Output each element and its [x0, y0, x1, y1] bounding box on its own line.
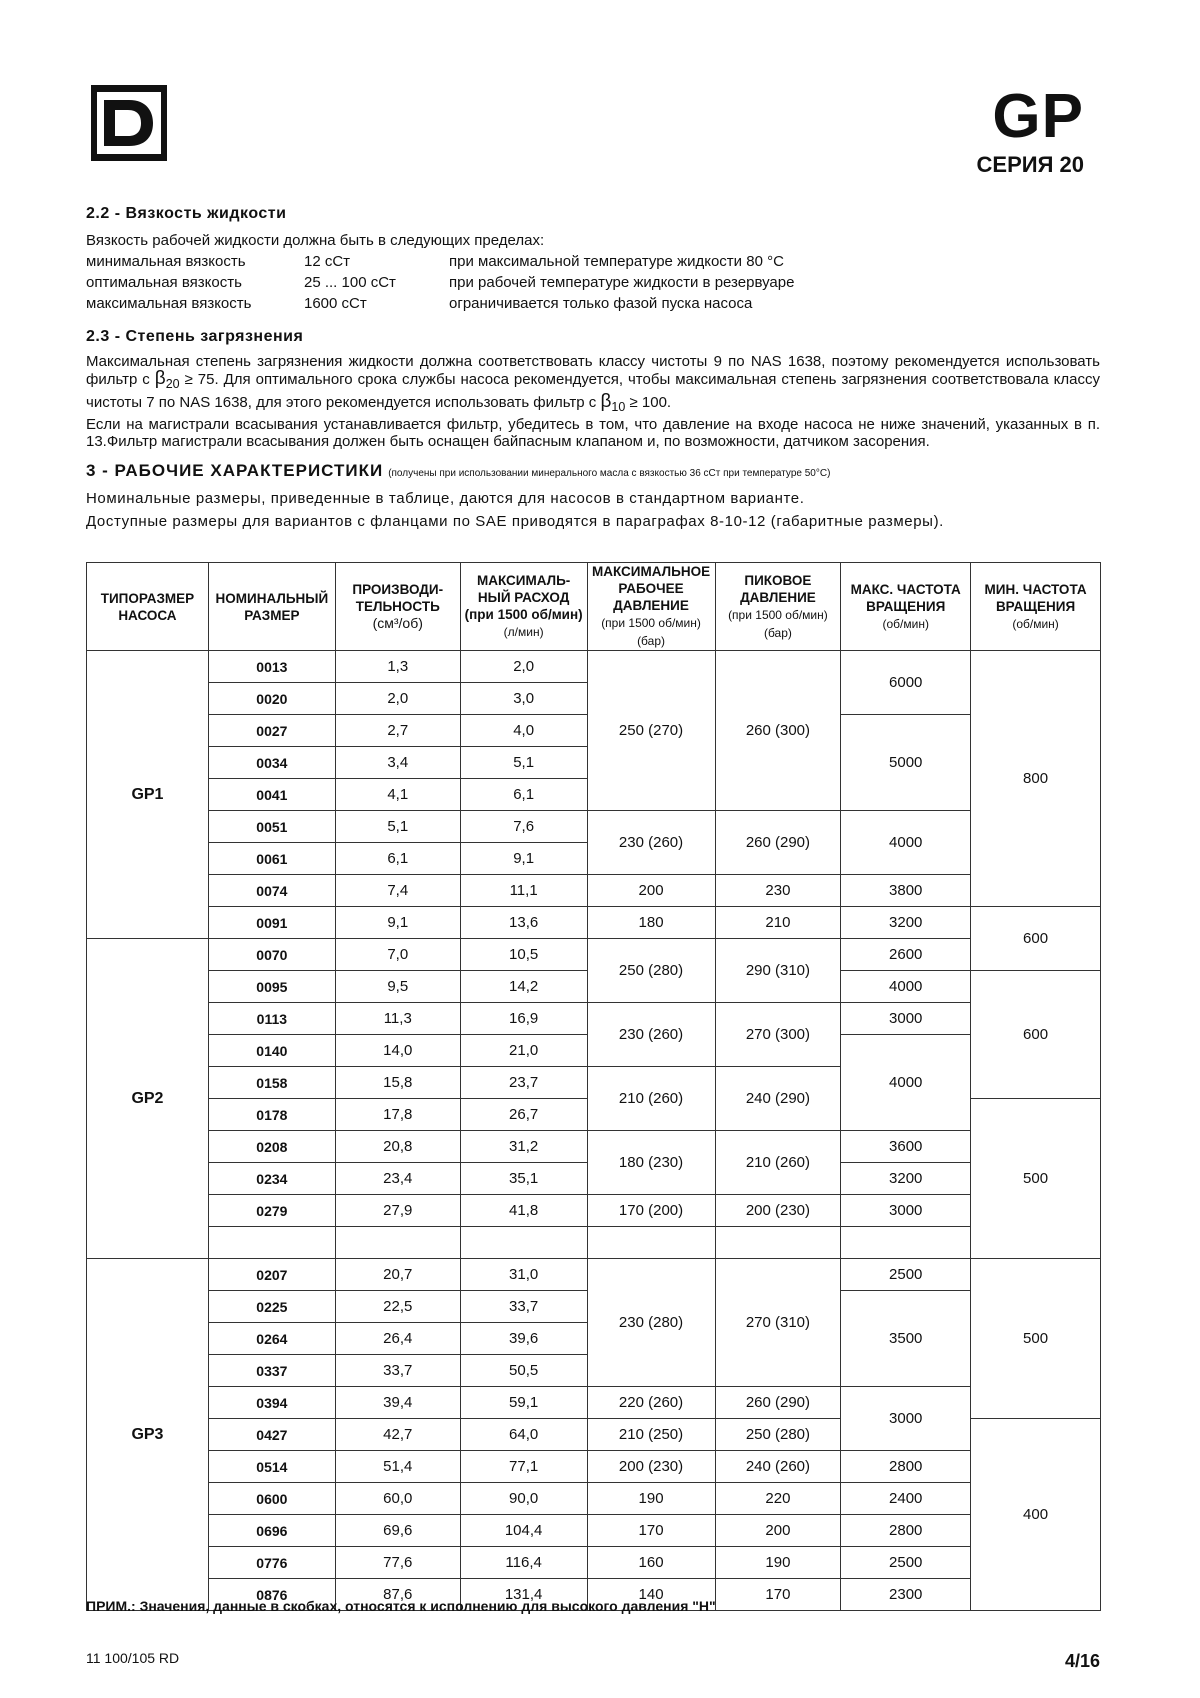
max-speed-cell: 3000 — [841, 1003, 971, 1035]
table-row — [87, 1451, 1101, 1483]
header-text: ПИКОВОЕ ДАВЛЕНИЕ — [740, 572, 816, 605]
nominal-size-cell: 0027 — [208, 715, 335, 747]
header-max-speed — [841, 563, 971, 651]
peak-pressure-cell — [715, 1227, 841, 1259]
header-text: МИН. ЧАСТОТА ВРАЩЕНИЯ — [984, 581, 1087, 614]
flow-cell: 11,1 — [460, 875, 587, 907]
section3-note: (получены при использовании минерального масла с вязкостью 36 сСт при температуре 50°С) — [388, 468, 831, 479]
displacement-cell: 7,4 — [335, 875, 460, 907]
displacement-cell: 42,7 — [335, 1419, 460, 1451]
viscosity-label: оптимальная вязкость — [86, 274, 242, 291]
peak-pressure-cell: 210 (260) — [715, 1131, 841, 1195]
table-row — [87, 1259, 1101, 1291]
min-speed-cell: 800 — [971, 651, 1101, 907]
flow-cell: 116,4 — [460, 1547, 587, 1579]
flow-cell: 59,1 — [460, 1387, 587, 1419]
nominal-size-cell: 0234 — [208, 1163, 335, 1195]
table-row — [87, 1227, 1101, 1259]
viscosity-note: при максимальной температуре жидкости 80 °С — [449, 253, 784, 270]
flow-cell: 3,0 — [460, 683, 587, 715]
work-pressure-cell: 250 (270) — [587, 651, 715, 811]
peak-pressure-cell: 260 (290) — [715, 811, 841, 875]
flow-cell: 41,8 — [460, 1195, 587, 1227]
work-pressure-cell: 220 (260) — [587, 1387, 715, 1419]
work-pressure-cell: 200 — [587, 875, 715, 907]
nominal-size-cell: 0264 — [208, 1323, 335, 1355]
beta-symbol: β — [154, 368, 166, 389]
nominal-size-cell: 0095 — [208, 971, 335, 1003]
displacement-cell: 15,8 — [335, 1067, 460, 1099]
displacement-cell: 9,5 — [335, 971, 460, 1003]
nominal-size-cell: 0113 — [208, 1003, 335, 1035]
header-type: ТИПОРАЗМЕР НАСОСА — [87, 563, 209, 651]
nominal-size-cell: 0600 — [208, 1483, 335, 1515]
beta-subscript: 20 — [165, 377, 180, 391]
flow-cell: 10,5 — [460, 939, 587, 971]
flow-cell: 9,1 — [460, 843, 587, 875]
nominal-size-cell: 0091 — [208, 907, 335, 939]
displacement-cell: 87,6 — [335, 1579, 460, 1611]
viscosity-value: 12 сСт — [304, 253, 351, 270]
max-speed-cell: 4000 — [841, 971, 971, 1003]
table-row — [87, 907, 1101, 939]
displacement-cell: 51,4 — [335, 1451, 460, 1483]
flow-cell: 16,9 — [460, 1003, 587, 1035]
displacement-cell: 33,7 — [335, 1355, 460, 1387]
flow-cell: 31,0 — [460, 1259, 587, 1291]
peak-pressure-cell: 260 (290) — [715, 1387, 841, 1419]
displacement-cell: 26,4 — [335, 1323, 460, 1355]
table-row — [87, 811, 1101, 843]
nominal-size-cell: 0337 — [208, 1355, 335, 1387]
header-text: МАКСИМАЛЬ-НЫЙ РАСХОД — [476, 573, 571, 605]
max-speed-cell: 3600 — [841, 1131, 971, 1163]
table-row — [87, 1131, 1101, 1163]
viscosity-note: ограничивается только фазой пуска насоса — [449, 295, 753, 312]
header-sub: (при 1500 об/мин) — [464, 607, 583, 622]
work-pressure-cell: 210 (250) — [587, 1419, 715, 1451]
peak-pressure-cell: 200 — [715, 1515, 841, 1547]
viscosity-label: минимальная вязкость — [86, 253, 246, 270]
nominal-size-cell: 0041 — [208, 779, 335, 811]
nominal-size-cell: 0013 — [208, 651, 335, 683]
nominal-size-cell: 0776 — [208, 1547, 335, 1579]
max-speed-cell: 4000 — [841, 1035, 971, 1131]
flow-cell: 4,0 — [460, 715, 587, 747]
flow-cell: 33,7 — [460, 1291, 587, 1323]
displacement-cell: 69,6 — [335, 1515, 460, 1547]
flow-cell — [460, 1227, 587, 1259]
table-row — [87, 939, 1101, 971]
displacement-cell: 17,8 — [335, 1099, 460, 1131]
flow-cell: 23,7 — [460, 1067, 587, 1099]
displacement-cell: 39,4 — [335, 1387, 460, 1419]
nominal-size-cell: 0696 — [208, 1515, 335, 1547]
flow-cell: 131,4 — [460, 1579, 587, 1611]
displacement-cell: 2,7 — [335, 715, 460, 747]
beta-symbol: β — [600, 391, 612, 412]
displacement-cell: 22,5 — [335, 1291, 460, 1323]
nominal-size-cell: 0070 — [208, 939, 335, 971]
peak-pressure-cell: 250 (280) — [715, 1419, 841, 1451]
max-speed-cell: 2500 — [841, 1259, 971, 1291]
nominal-size-cell: 0208 — [208, 1131, 335, 1163]
flow-cell: 7,6 — [460, 811, 587, 843]
peak-pressure-cell: 260 (300) — [715, 651, 841, 811]
peak-pressure-cell: 270 (300) — [715, 1003, 841, 1067]
flow-cell: 50,5 — [460, 1355, 587, 1387]
max-speed-cell: 2800 — [841, 1515, 971, 1547]
displacement-cell: 1,3 — [335, 651, 460, 683]
peak-pressure-cell: 190 — [715, 1547, 841, 1579]
nominal-size-cell: 0225 — [208, 1291, 335, 1323]
text-content — [86, 203, 1100, 532]
contamination-paragraph-1 — [86, 353, 1100, 416]
nominal-size-cell: 0207 — [208, 1259, 335, 1291]
header-peak-pressure — [715, 563, 841, 651]
min-speed-cell: 500 — [971, 1099, 1101, 1259]
min-speed-cell: 400 — [971, 1419, 1101, 1611]
viscosity-note: при рабочей температуре жидкости в резервуаре — [449, 274, 795, 291]
displacement-cell — [335, 1227, 460, 1259]
max-speed-cell: 3200 — [841, 1163, 971, 1195]
peak-pressure-cell: 170 — [715, 1579, 841, 1611]
table-header-row — [87, 563, 1101, 651]
section3-line-2: Доступные размеры для вариантов с фланцами по SAE приводятся в параграфах 8-10-12 (габаритные размеры). — [86, 513, 944, 530]
displacement-cell: 6,1 — [335, 843, 460, 875]
text-span: Максимальная степень загрязнения жидкости должна соответствовать классу чистоты 9 по NAS 1638, поэтому рекомендуется использовать фильтр с — [86, 353, 1100, 388]
flow-cell: 39,6 — [460, 1323, 587, 1355]
pump-type-cell: GP3 — [87, 1259, 209, 1611]
table-row — [87, 1387, 1101, 1419]
table-row — [87, 651, 1101, 683]
max-speed-cell: 5000 — [841, 715, 971, 811]
max-speed-cell: 2400 — [841, 1483, 971, 1515]
max-speed-cell: 2600 — [841, 939, 971, 971]
max-speed-cell — [841, 1227, 971, 1259]
peak-pressure-cell: 240 (260) — [715, 1451, 841, 1483]
header-text: ПРОИЗВОДИ-ТЕЛЬНОСТЬ — [352, 582, 444, 614]
page-number: 4/16 — [1064, 1651, 1100, 1671]
work-pressure-cell: 180 (230) — [587, 1131, 715, 1195]
displacement-cell: 27,9 — [335, 1195, 460, 1227]
displacement-cell: 7,0 — [335, 939, 460, 971]
work-pressure-cell: 210 (260) — [587, 1067, 715, 1131]
work-pressure-cell: 230 (260) — [587, 1003, 715, 1067]
header-min-speed — [971, 563, 1101, 651]
flow-cell: 6,1 — [460, 779, 587, 811]
work-pressure-cell: 160 — [587, 1547, 715, 1579]
max-speed-cell: 3800 — [841, 875, 971, 907]
flow-cell: 35,1 — [460, 1163, 587, 1195]
viscosity-value: 1600 сСт — [304, 295, 367, 312]
nominal-size-cell: 0020 — [208, 683, 335, 715]
flow-cell: 104,4 — [460, 1515, 587, 1547]
peak-pressure-cell: 270 (310) — [715, 1259, 841, 1387]
peak-pressure-cell: 240 (290) — [715, 1067, 841, 1131]
table-row — [87, 1483, 1101, 1515]
nominal-size-cell: 0051 — [208, 811, 335, 843]
viscosity-row — [86, 251, 1100, 272]
displacement-cell: 5,1 — [335, 811, 460, 843]
displacement-cell: 77,6 — [335, 1547, 460, 1579]
header-unit: (л/мин) — [503, 625, 544, 639]
flow-cell: 13,6 — [460, 907, 587, 939]
work-pressure-cell: 170 — [587, 1515, 715, 1547]
max-speed-cell: 3500 — [841, 1291, 971, 1387]
min-speed-cell: 600 — [971, 971, 1101, 1099]
contamination-paragraph-2: Если на магистрали всасывания устанавливается фильтр, убедитесь в том, что давление на входе насоса не ниже значений, указанных в п. 13.Фильтр магистрали всасывания должен быть оснащен байпасным клапаном и, по возможности, датчиком засорения. — [86, 416, 1100, 450]
flow-cell: 21,0 — [460, 1035, 587, 1067]
nominal-size-cell — [208, 1227, 335, 1259]
header-unit: (бар) — [763, 625, 792, 640]
header-text: МАКС. ЧАСТОТА ВРАЩЕНИЯ — [850, 581, 961, 614]
nominal-size-cell: 0074 — [208, 875, 335, 907]
header-work-pressure — [587, 563, 715, 651]
displacement-cell: 60,0 — [335, 1483, 460, 1515]
nominal-size-cell: 0140 — [208, 1035, 335, 1067]
max-speed-cell: 6000 — [841, 651, 971, 715]
flow-cell: 90,0 — [460, 1483, 587, 1515]
max-speed-cell: 3000 — [841, 1195, 971, 1227]
header-flow — [460, 563, 587, 651]
viscosity-intro: Вязкость рабочей жидкости должна быть в следующих пределах: — [86, 232, 545, 249]
peak-pressure-cell: 210 — [715, 907, 841, 939]
displacement-cell: 3,4 — [335, 747, 460, 779]
nominal-size-cell: 0279 — [208, 1195, 335, 1227]
max-speed-cell: 2800 — [841, 1451, 971, 1483]
pump-type-cell: GP1 — [87, 651, 209, 939]
viscosity-label: максимальная вязкость — [86, 295, 252, 312]
text-span: ≥ 75. Для оптимального срока службы насоса рекомендуется, чтобы максимальная степень загрязнения соответствовала классу чистоты 7 по NAS 1638, для этого рекомендуется использовать фильтр с — [86, 371, 1100, 411]
flow-cell: 14,2 — [460, 971, 587, 1003]
series-label: СЕРИЯ 20 — [976, 152, 1084, 177]
max-speed-cell: 2500 — [841, 1547, 971, 1579]
flow-cell: 5,1 — [460, 747, 587, 779]
displacement-cell: 23,4 — [335, 1163, 460, 1195]
work-pressure-cell: 180 — [587, 907, 715, 939]
flow-cell: 77,1 — [460, 1451, 587, 1483]
viscosity-heading: 2.2 - Вязкость жидкости — [86, 205, 287, 222]
header-text: МАКСИМАЛЬНОЕ РАБОЧЕЕ ДАВЛЕНИЕ — [591, 564, 711, 613]
contamination-heading: 2.3 - Степень загрязнения — [86, 328, 304, 345]
peak-pressure-cell: 200 (230) — [715, 1195, 841, 1227]
header-displacement — [335, 563, 460, 651]
header-sub: (при 1500 об/мин) — [601, 616, 701, 630]
peak-pressure-cell: 220 — [715, 1483, 841, 1515]
nominal-size-cell: 0178 — [208, 1099, 335, 1131]
company-logo — [91, 85, 167, 161]
max-speed-cell: 3200 — [841, 907, 971, 939]
max-speed-cell: 2300 — [841, 1579, 971, 1611]
max-speed-cell: 4000 — [841, 811, 971, 875]
work-pressure-cell — [587, 1227, 715, 1259]
flow-cell: 2,0 — [460, 651, 587, 683]
work-pressure-cell: 230 (280) — [587, 1259, 715, 1387]
header-unit: (см³/об) — [372, 615, 423, 631]
viscosity-row — [86, 272, 1100, 293]
max-speed-cell: 3000 — [841, 1387, 971, 1451]
displacement-cell: 4,1 — [335, 779, 460, 811]
work-pressure-cell: 250 (280) — [587, 939, 715, 1003]
header-sub: (при 1500 об/мин) — [728, 607, 828, 622]
section3-heading — [86, 460, 1100, 484]
flow-cell: 26,7 — [460, 1099, 587, 1131]
pump-type-cell: GP2 — [87, 939, 209, 1259]
nominal-size-cell: 0158 — [208, 1067, 335, 1099]
table-row — [87, 875, 1101, 907]
viscosity-row — [86, 293, 1100, 314]
min-speed-cell: 500 — [971, 1259, 1101, 1419]
table-footnote: ПРИМ.: Значения, данные в скобках, относятся к исполнению для высокого давления "H" — [86, 1598, 716, 1614]
flow-cell: 64,0 — [460, 1419, 587, 1451]
brand-block — [976, 82, 1084, 178]
peak-pressure-cell: 290 (310) — [715, 939, 841, 1003]
displacement-cell: 14,0 — [335, 1035, 460, 1067]
header-unit: (об/мин) — [1012, 616, 1059, 631]
work-pressure-cell: 140 — [587, 1579, 715, 1611]
nominal-size-cell: 0394 — [208, 1387, 335, 1419]
work-pressure-cell: 200 (230) — [587, 1451, 715, 1483]
text-span: ≥ 100. — [625, 394, 672, 411]
peak-pressure-cell: 230 — [715, 875, 841, 907]
viscosity-value: 25 ... 100 сСт — [304, 274, 396, 291]
flow-cell: 31,2 — [460, 1131, 587, 1163]
work-pressure-cell: 170 (200) — [587, 1195, 715, 1227]
min-speed-cell: 600 — [971, 907, 1101, 971]
displacement-cell: 20,7 — [335, 1259, 460, 1291]
document-code: 11 100/105 RD — [86, 1650, 180, 1666]
work-pressure-cell: 190 — [587, 1483, 715, 1515]
table-row — [87, 1195, 1101, 1227]
nominal-size-cell: 0034 — [208, 747, 335, 779]
table-row — [87, 1547, 1101, 1579]
header-unit: (бар) — [637, 634, 665, 648]
nominal-size-cell: 0876 — [208, 1579, 335, 1611]
work-pressure-cell: 230 (260) — [587, 811, 715, 875]
section3-title: 3 - РАБОЧИЕ ХАРАКТЕРИСТИКИ — [86, 461, 384, 480]
beta-subscript: 10 — [611, 400, 626, 414]
displacement-cell: 2,0 — [335, 683, 460, 715]
displacement-cell: 9,1 — [335, 907, 460, 939]
header-size: НОМИНАЛЬНЫЙ РАЗМЕР — [208, 563, 335, 651]
displacement-cell: 20,8 — [335, 1131, 460, 1163]
product-title: GP — [992, 82, 1084, 151]
section3-line-1: Номинальные размеры, приведенные в таблице, даются для насосов в стандартном варианте. — [86, 490, 805, 507]
nominal-size-cell: 0514 — [208, 1451, 335, 1483]
displacement-cell: 11,3 — [335, 1003, 460, 1035]
nominal-size-cell: 0427 — [208, 1419, 335, 1451]
nominal-size-cell: 0061 — [208, 843, 335, 875]
table-row — [87, 1515, 1101, 1547]
header-unit: (об/мин) — [882, 616, 929, 631]
performance-table — [86, 562, 1101, 1611]
table-row — [87, 1003, 1101, 1035]
